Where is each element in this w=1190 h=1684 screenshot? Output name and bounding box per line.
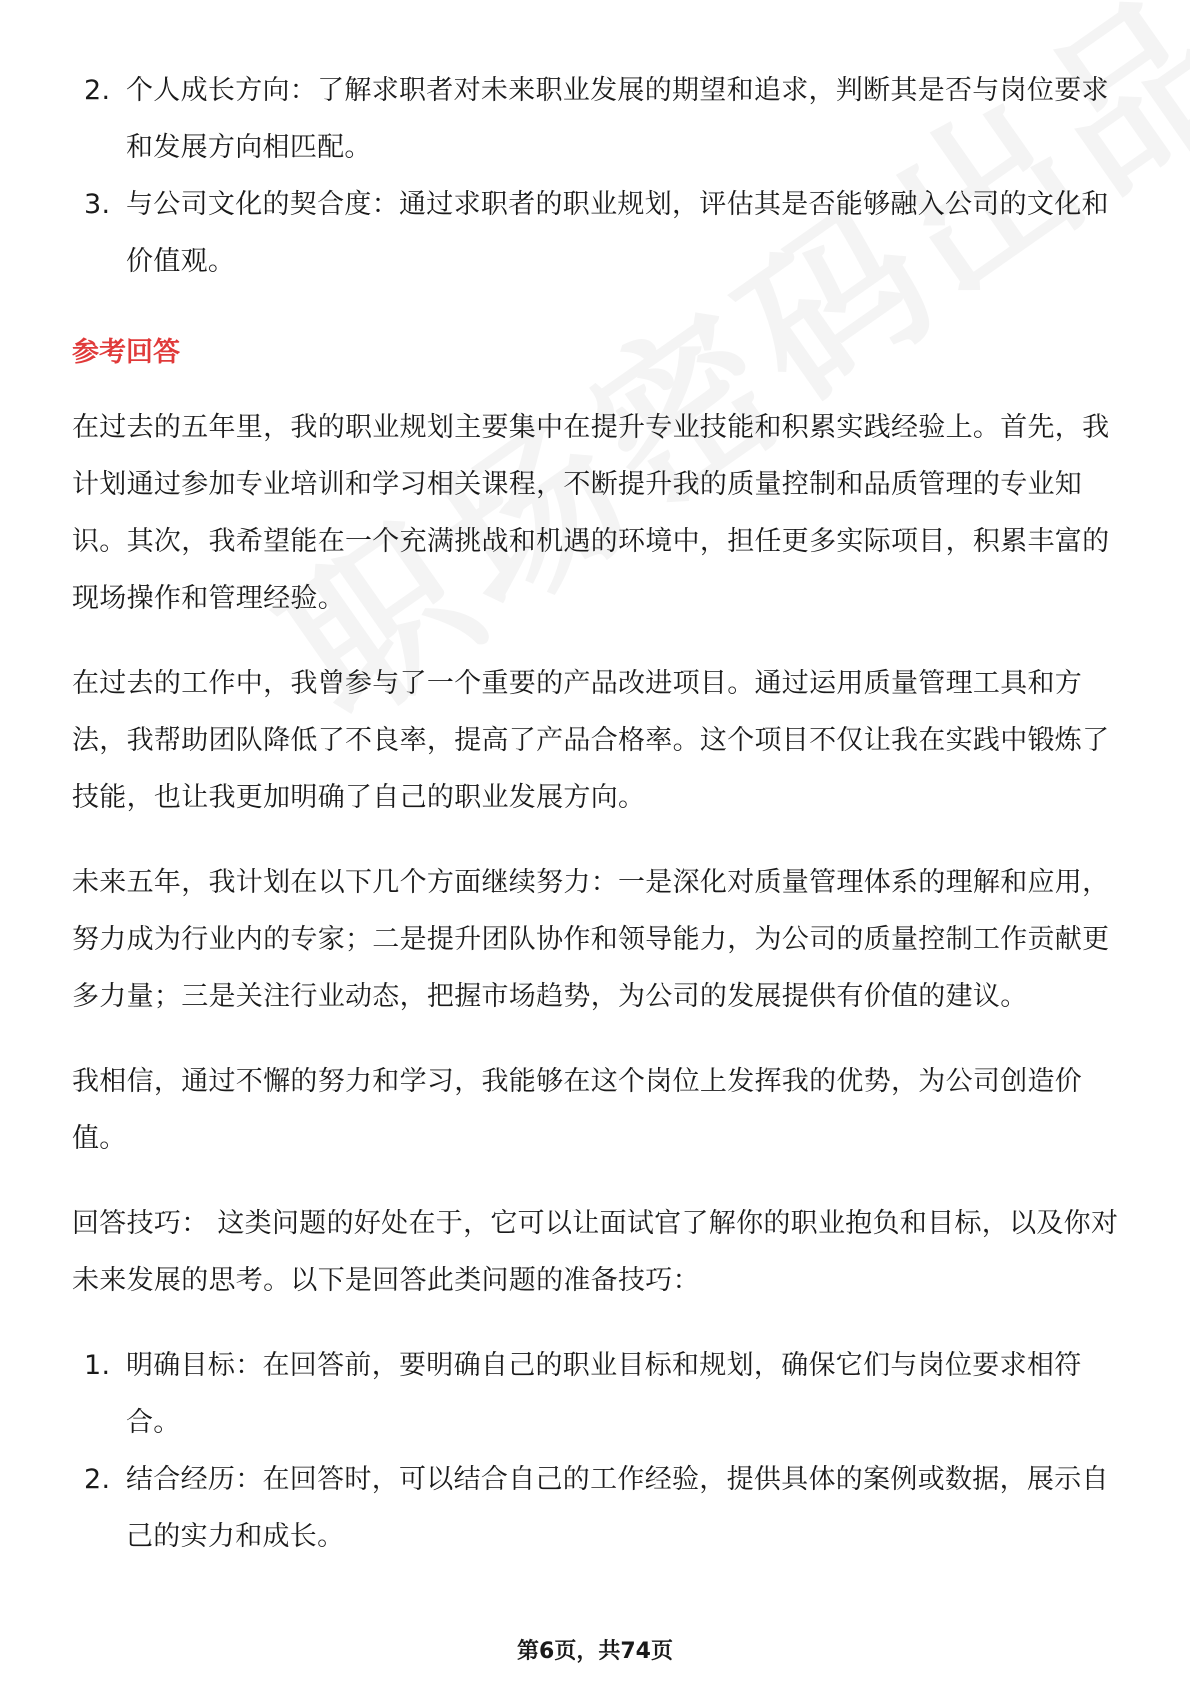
list-item [72, 62, 1132, 176]
list-item-text: 明确目标：在回答前，要明确自己的职业目标和规划，确保它们与岗位要求相符合。 [126, 1350, 1082, 1438]
list-item-text: 结合经历：在回答时，可以结合自己的工作经验，提供具体的案例或数据，展示自己的实力和成长。 [126, 1464, 1109, 1552]
list-item-number: 3. [84, 189, 111, 220]
list-item [72, 1337, 1132, 1451]
list-item [72, 176, 1132, 290]
page-number-footer: 第6页，共74页 [517, 1639, 673, 1664]
answer-tips-paragraph: 回答技巧： 这类问题的好处在于，它可以让面试官了解你的职业抱负和目标，以及你对未来发展的思考。以下是回答此类问题的准备技巧： [72, 1208, 1119, 1296]
paragraph: 我相信，通过不懈的努力和学习，我能够在这个岗位上发挥我的优势，为公司创造价值。 [72, 1066, 1083, 1154]
paragraph: 在过去的五年里，我的职业规划主要集中在提升专业技能和积累实践经验上。首先，我计划通过参加专业培训和学习相关课程，不断提升我的质量控制和品质管理的专业知识。其次，我希望能在一个充满挑战和机遇的环境中，担任更多实际项目，积累丰富的现场操作和管理经验。 [72, 412, 1110, 614]
top-numbered-list [72, 62, 1132, 290]
list-item-number: 2. [84, 75, 111, 106]
list-item-number: 2. [84, 1464, 111, 1495]
list-item-number: 1. [84, 1350, 111, 1381]
page-content [72, 62, 1132, 1575]
list-item-text: 与公司文化的契合度：通过求职者的职业规划，评估其是否能够融入公司的文化和价值观。 [126, 189, 1109, 277]
paragraph: 在过去的工作中，我曾参与了一个重要的产品改进项目。通过运用质量管理工具和方法，我帮助团队降低了不良率，提高了产品合格率。这个项目不仅让我在实践中锻炼了技能，也让我更加明确了自己的职业发展方向。 [72, 668, 1110, 813]
tips-numbered-list [72, 1337, 1132, 1565]
paragraph: 未来五年，我计划在以下几个方面继续努力：一是深化对质量管理体系的理解和应用，努力成为行业内的专家；二是提升团队协作和领导能力，为公司的质量控制工作贡献更多力量；三是关注行业动态，把握市场趋势，为公司的发展提供有价值的建议。 [72, 867, 1110, 1012]
section-heading: 参考回答 [72, 337, 180, 368]
list-item [72, 1451, 1132, 1565]
list-item-text: 个人成长方向：了解求职者对未来职业发展的期望和追求，判断其是否与岗位要求和发展方向相匹配。 [126, 75, 1109, 163]
